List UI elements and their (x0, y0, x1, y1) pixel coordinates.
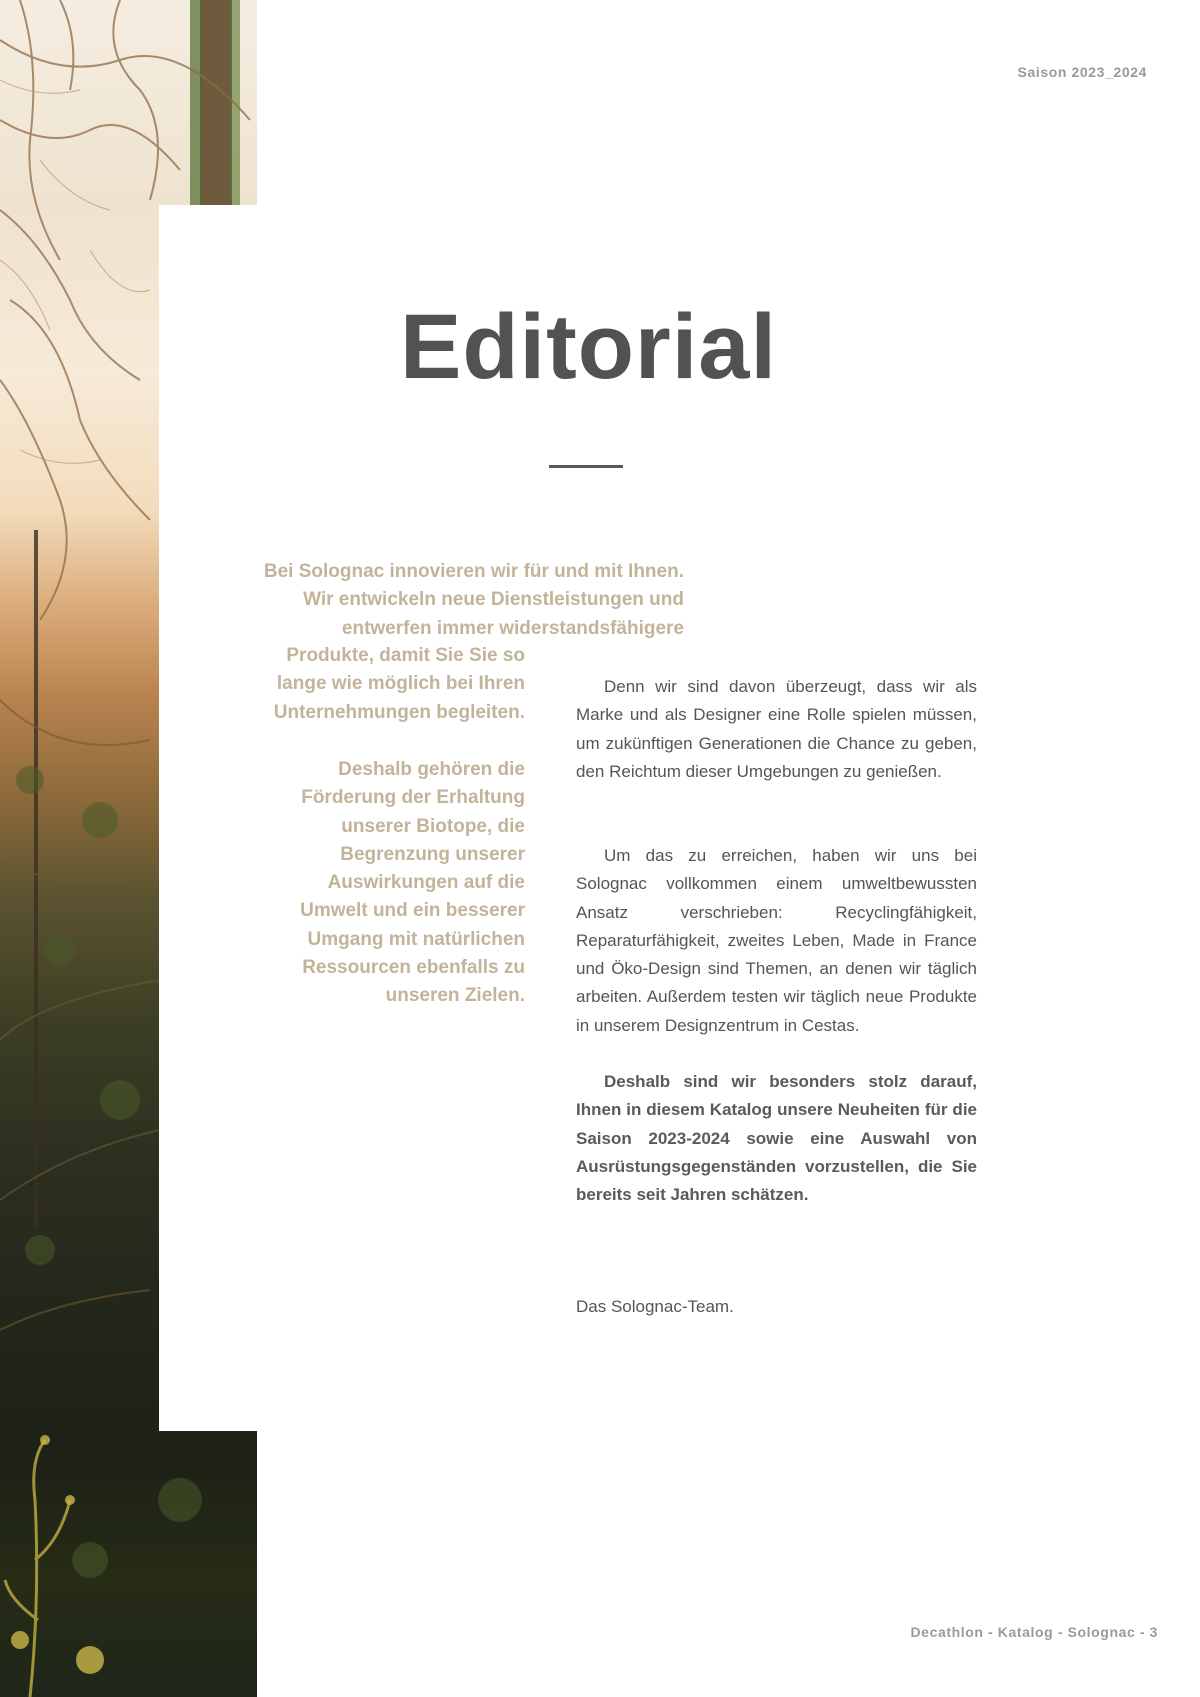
season-label: Saison 2023_2024 (1017, 64, 1147, 80)
intro-text-continued: Produkte, damit Sie Sie so lange wie möglich bei Ihren Unternehmungen begleiten. (273, 645, 525, 723)
page-footer: Decathlon - Katalog - Solognac - 3 (910, 1624, 1158, 1640)
body-paragraph-2: Um das zu erreichen, haben wir uns bei Solognac vollkommen einem umweltbewussten Ansatz verschrieben: Recyclingfähigkeit, Reparaturfähigkeit, zweites Leben, Made in France und Öko-Design sind Themen, an denen wir täglich arbeiten. Außerdem testen wir täglich neue Produkte in unserem Designzentrum in Cestas. (576, 846, 977, 1035)
title-divider (549, 465, 623, 468)
body-paragraph-3: Deshalb sind wir besonders stolz darauf, Ihnen in diesem Katalog unsere Neuheiten für die Saison 2023-2024 sowie eine Auswahl von Ausrüstungsgegenständen vorzustellen, die Sie bereits seit Jahren schätzen. (576, 1072, 977, 1205)
body-paragraph-1: Denn wir sind davon überzeugt, dass wir als Marke und als Designer eine Rolle spielen müssen, um zukünftigen Generationen die Chance zu geben, den Reichtum dieser Umgebungen zu genießen. (576, 677, 977, 781)
page-title: Editorial (399, 296, 778, 398)
intro-text-top: Bei Solognac innovieren wir für und mit Ihnen. Wir entwickeln neue Dienstleistungen und entwerfen immer widerstandsfähigere (263, 561, 684, 639)
intro-paragraph-2: Deshalb gehören die Förderung der Erhaltung unserer Biotope, die Begrenzung unserer Auswirkungen auf die Umwelt und ein besserer Umgang mit natürlichen Ressourcen ebenfalls zu unseren Zielen. (300, 759, 525, 1007)
signature: Das Solognac-Team. (576, 1297, 734, 1316)
